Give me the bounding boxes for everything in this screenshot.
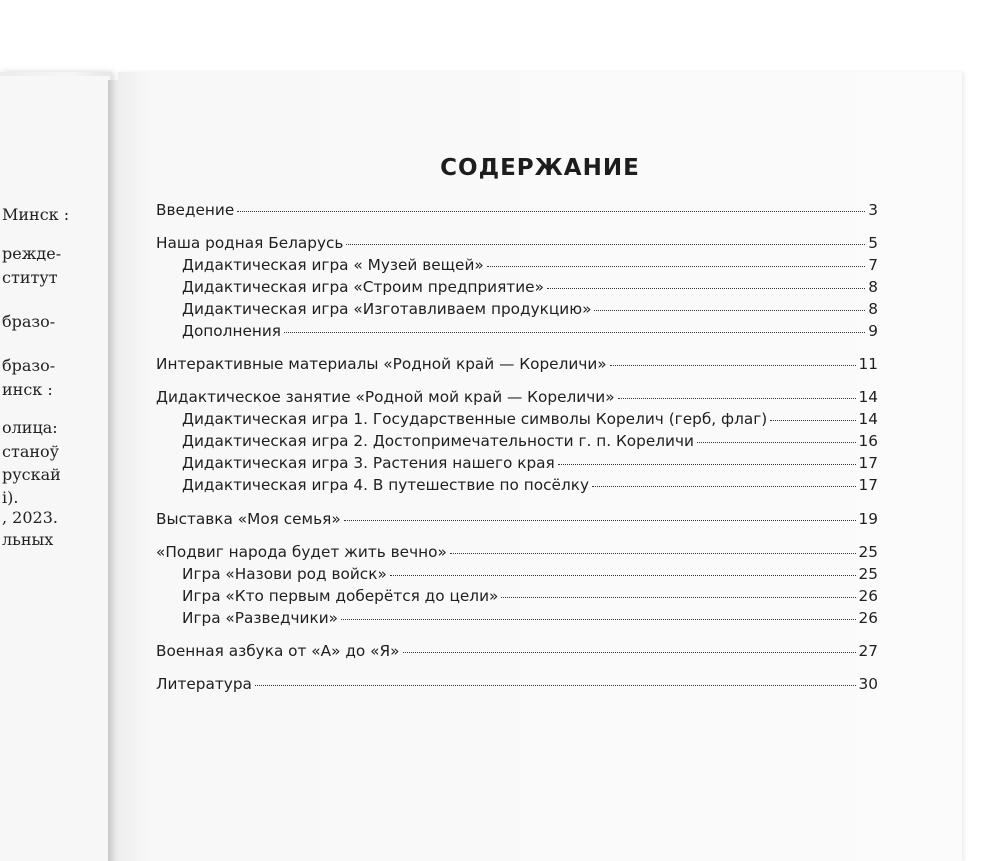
toc-entry-page: 11 — [858, 355, 878, 373]
dot-leader — [487, 266, 866, 267]
toc-entry-label: Дидактическая игра 2. Достопримечательности г. п. Кореличи — [182, 432, 694, 450]
toc-entry-label: Дидактическая игра 3. Растения нашего края — [182, 454, 555, 472]
left-page-line: , 2023. — [2, 508, 58, 527]
toc-entry-label: Дополнения — [182, 322, 282, 340]
toc-subentry — [182, 300, 878, 318]
toc-entry-label: Дидактическая игра « Музей вещей» — [182, 256, 484, 274]
toc-entry-page: 25 — [858, 565, 878, 583]
left-page-line: Минск : — [2, 205, 70, 224]
toc-entry-page: 8 — [868, 300, 878, 318]
toc-entry-label: Дидактическая игра 1. Государственные символы Корелич (герб, флаг) — [182, 410, 768, 428]
dot-leader — [770, 420, 855, 421]
toc-subentry — [182, 565, 878, 583]
toc-entry-page: 9 — [868, 322, 878, 340]
left-page-line: рускай — [2, 465, 61, 484]
left-page — [0, 76, 110, 861]
toc-entry-page: 3 — [868, 201, 878, 219]
dot-leader — [618, 398, 856, 399]
right-page — [118, 72, 962, 861]
toc-entry-page: 14 — [858, 388, 878, 406]
toc-entry-label: Игра «Разведчики» — [182, 609, 339, 627]
left-page-line: режде- — [2, 244, 62, 263]
dot-leader — [697, 442, 856, 443]
toc-entry — [156, 510, 878, 528]
toc-entry-page: 26 — [858, 609, 878, 627]
toc-entry — [156, 675, 878, 693]
toc-entry-label: Интерактивные материалы «Родной край — Кореличи» — [156, 355, 607, 373]
toc-entry-page: 14 — [858, 410, 878, 428]
toc-entry — [156, 642, 878, 660]
dot-leader — [390, 575, 856, 576]
toc-entry-page: 25 — [858, 543, 878, 561]
toc-entry-page: 26 — [858, 587, 878, 605]
dot-leader — [341, 619, 855, 620]
toc-entry — [156, 388, 878, 406]
dot-leader — [255, 685, 856, 686]
toc-entry-label: Дидактическое занятие «Родной мой край — Кореличи» — [156, 388, 615, 406]
toc-entry-label: Игра «Кто первым доберётся до цели» — [182, 587, 499, 605]
toc-entry-label: Военная азбука от «А» до «Я» — [156, 642, 400, 660]
dot-leader — [501, 597, 855, 598]
toc-subentry — [182, 476, 878, 494]
dot-leader — [403, 652, 856, 653]
left-page-line: станоў — [2, 442, 60, 461]
left-page-line: льных — [2, 530, 54, 549]
toc-subentry — [182, 256, 878, 274]
toc-entry-page: 17 — [858, 454, 878, 472]
page-title: СОДЕРЖАНИЕ — [440, 155, 640, 181]
toc-entry — [156, 543, 878, 561]
toc-subentry — [182, 410, 878, 428]
toc-entry-label: Игра «Назови род войск» — [182, 565, 387, 583]
toc-entry — [156, 234, 878, 252]
left-page-line: олица: — [2, 418, 58, 437]
toc-entry-page: 30 — [858, 675, 878, 693]
toc-entry-page: 17 — [858, 476, 878, 494]
toc-subentry — [182, 609, 878, 627]
dot-leader — [610, 365, 856, 366]
dot-leader — [237, 211, 865, 212]
left-page-line: инск : — [2, 380, 53, 399]
left-page-line: ститут — [2, 268, 58, 287]
toc-entry-page: 16 — [858, 432, 878, 450]
toc-entry-page: 7 — [868, 256, 878, 274]
toc-entry-page: 27 — [858, 642, 878, 660]
toc-entry-label: Введение — [156, 201, 235, 219]
toc-subentry — [182, 278, 878, 296]
toc-entry-label: Дидактическая игра «Строим предприятие» — [182, 278, 544, 296]
left-page-line: бразо- — [2, 356, 56, 375]
toc-subentry — [182, 454, 878, 472]
dot-leader — [346, 244, 865, 245]
toc-entry-label: «Подвиг народа будет жить вечно» — [156, 543, 447, 561]
toc-entry — [156, 355, 878, 373]
dot-leader — [450, 553, 856, 554]
toc-subentry — [182, 587, 878, 605]
toc-entry-page: 5 — [868, 234, 878, 252]
toc-subentry — [182, 322, 878, 340]
dot-leader — [558, 464, 856, 465]
toc-subentry — [182, 432, 878, 450]
left-page-line: бразо- — [2, 312, 56, 331]
dot-leader — [344, 520, 856, 521]
toc-entry — [156, 201, 878, 219]
toc-entry-label: Дидактическая игра 4. В путешествие по посёлку — [182, 476, 590, 494]
dot-leader — [592, 486, 856, 487]
dot-leader — [547, 288, 865, 289]
left-page-line: і). — [2, 488, 19, 507]
dot-leader — [594, 310, 865, 311]
dot-leader — [284, 332, 865, 333]
toc-entry-label: Наша родная Беларусь — [156, 234, 344, 252]
toc-entry-label: Литература — [156, 675, 252, 693]
toc-entry-page: 19 — [858, 510, 878, 528]
toc-entry-label: Выставка «Моя семья» — [156, 510, 341, 528]
toc-entry-label: Дидактическая игра «Изготавливаем продукцию» — [182, 300, 592, 318]
toc-entry-page: 8 — [868, 278, 878, 296]
